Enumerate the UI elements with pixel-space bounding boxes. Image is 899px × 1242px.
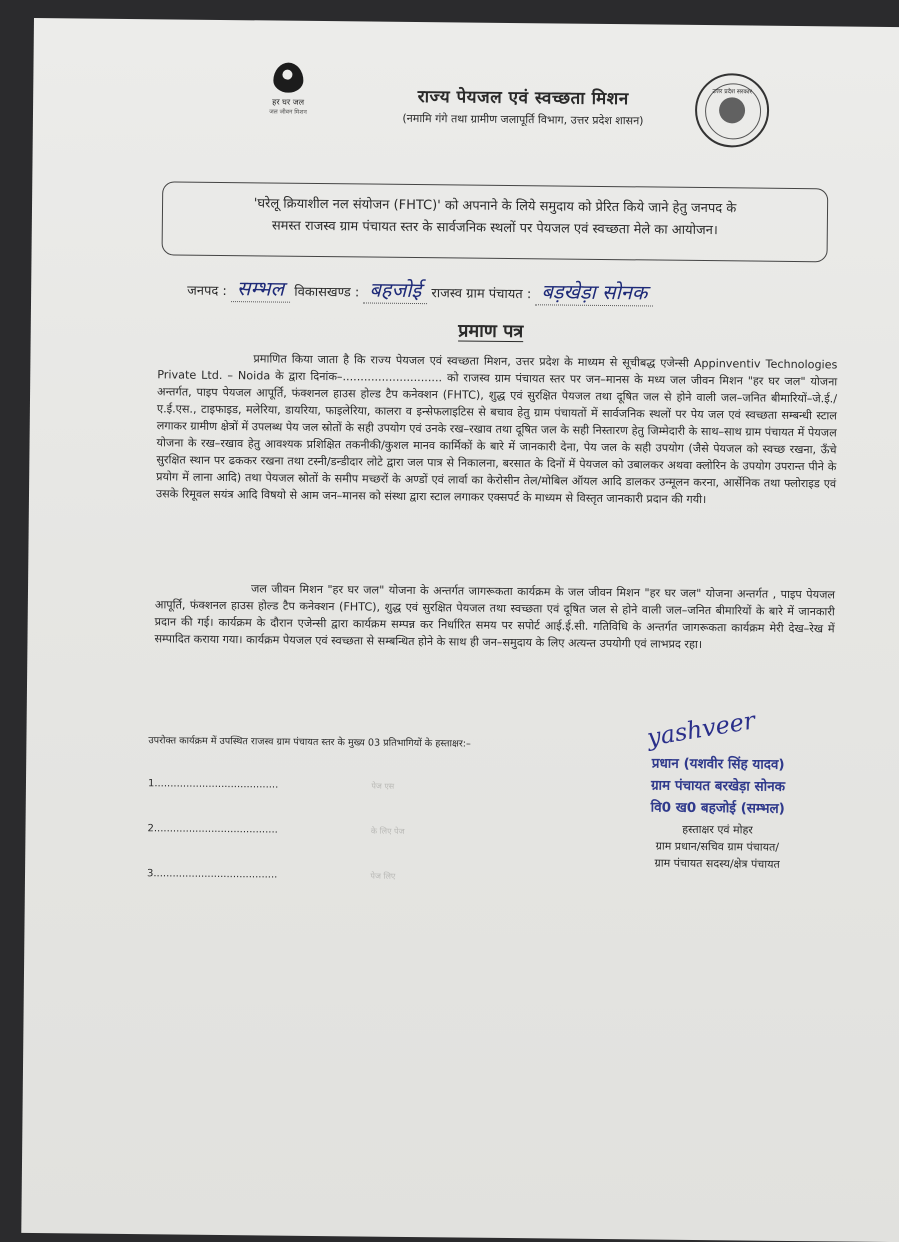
attendee-line-3	[147, 866, 527, 885]
logo-text-line2: जल जीवन मिशन	[269, 108, 307, 116]
certificate-paragraph-1: प्रमाणित किया जाता है कि राज्य पेयजल एवं स्वच्छता मिशन, उत्तर प्रदेश के माध्यम से सूचीबद्ध एजेन्सी Appinventiv Technologies Private Ltd. – Noida के द्वारा दिनांक–............................ को राजस्व ग्राम पंचायत स्तर पर जन–मानस के मध्य जल जीवन मिशन "हर घर जल" योजना अन्तर्गत, पाइप पेयजल आपूर्ति, फंक्शनल हाउस होल्ड टैप कनेक्शन (FHTC), शुद्ध एवं सुरक्षित पेयजल तथा दूषित जल से होने वाली जल–जनित बीमारियों–जे.ई./ए.ई.एस., टाइफाइड, मलेरिया, डायरिया, फाइलेरिया, कालरा व इन्सेफलाइटिस से बचाव हेतु ग्राम पंचायतों में सार्वजनिक स्थलों पर पेय जल एवं स्वच्छता सम्बन्धी स्टाल लगाकर ग्रामीण क्षेत्रों में उपलब्ध पेय जल स्रोतों के सही उपयोग एवं उनके रख–रखाव तथा दूषित जल के सही निस्तारण हेतु जिम्मेदारी के साथ–साथ ग्राम पंचायत में पेयजल योजना के रख–रखाव हेतु आवश्यक प्रशिक्षित तकनीकी/कुशल मानव कार्मिकों के बारे में जानकारी देना, पेय जल के सही उपयोग (जैसे पेयजल को स्वच्छ रखना, ऊँचे सुरक्षित स्थान पर ढककर रखना तथा टस्नी/डन्डीदार लोटे द्वारा जल पात्र से निकालना, बरसात के दिनों में पेयजल को उबालकर अथवा क्लोरिन के उपयोग उपरान्त पीने के प्रयोग में लाना आदि) तथा पेयजल स्रोतों के समीप मच्छरों के अण्डों एवं लार्वा का केरोसीन तेल/मोबिल ऑयल आदि डालकर उन्मूलन करना, आर्सेनिक तथा फ्लोराइड एवं उसके रिमूवल सयंत्र आदि विषयो से आम जन–मानस को संस्था द्वारा स्टाल लगाकर एक्सपर्ट के माध्यम से विस्तृत जानकारी प्रदान की गयी।	[155, 352, 838, 507]
pradhan-stamp	[618, 752, 819, 820]
panchayat-label: राजस्व ग्राम पंचायत :	[431, 286, 532, 303]
mission-title: राज्य पेयजल एवं स्वच्छता मिशन	[417, 87, 629, 110]
attendees-intro: उपरोक्त कार्यक्रम में उपस्थित राजस्व ग्राम पंचायत स्तर के मुख्य 03 प्रतिभागियों के हस्ताक्षर:–	[148, 735, 471, 750]
attendee-line-1-text: 1.......................................	[147, 778, 279, 791]
attendee-line-3-text: 3.......................................	[146, 868, 278, 881]
attendee-line-2-text: 2.......................................	[147, 823, 278, 836]
certificate-paragraph-2: जल जीवन मिशन "हर घर जल" योजना के अन्तर्गत जागरूकता कार्यक्रम के जल जीवन मिशन "हर घर जल" योजना अन्तर्गत , पाइप पेयजल आपूर्ति, फंक्शनल हाउस होल्ड टैप कनेक्शन (FHTC), शुद्ध एवं सुरक्षित पेयजल तथा स्वच्छता एवं दूषित जल से होने वाली जल–जनित बीमारियों के बारे में जानकारी प्रदान की गई। कार्यक्रम के दौरान एजेन्सी द्वारा कार्यक्रम सम्पन्न कर निर्धारित समय पर सपोर्ट आई.ई.सी. गतिविधि के अन्तर्गत जागरूकता कार्यक्रम मेरी देख–रेख में सम्पादित कराया गया। कार्यक्रम पेयजल एवं स्वच्छता से सम्बन्धित होने के साथ ही जन–समुदाय के लिए अत्यन्त उपयोगी एवं लाभप्रद रहा।	[154, 582, 836, 652]
signature-caption	[617, 820, 818, 873]
up-government-seal-icon	[695, 73, 770, 148]
stamp-line-1: प्रधान (यशवीर सिंह यादव)	[651, 755, 785, 773]
logo-text-line1: हर घर जल	[272, 97, 305, 107]
faint-note-2: के लिए पेज	[370, 826, 405, 836]
mission-subtitle: (नमामि गंगे तथा ग्रामीण जलापूर्ति विभाग, उत्तर प्रदेश शासन)	[402, 111, 644, 128]
certificate-title: प्रमाण पत्र	[458, 320, 524, 343]
district-label: जनपद :	[187, 283, 227, 300]
faint-note-1: पेज एस	[371, 781, 395, 791]
faint-note-3: पेज लिए	[370, 871, 396, 881]
panchayat-value: बड़खेड़ा सोनक	[535, 277, 653, 306]
har-ghar-jal-logo	[233, 62, 344, 116]
attendee-line-2	[147, 821, 527, 840]
banner-line-2: समस्त राजस्व ग्राम पंचायत स्तर के सार्वजनिक स्थलों पर पेयजल एवं स्वच्छता मेले का आयोजन।	[271, 218, 718, 239]
seal-text: उत्तर प्रदेश सरकार	[712, 88, 753, 96]
block-label: विकासखण्ड :	[294, 284, 360, 301]
stamp-line-2: ग्राम पंचायत बरखेड़ा सोनक	[650, 777, 786, 795]
attendee-line-1	[148, 776, 528, 795]
signature-caption-3: ग्राम पंचायत सदस्य/क्षेत्र पंचायत	[654, 856, 780, 871]
seal-emblem	[719, 97, 745, 123]
water-drop-icon	[273, 63, 303, 93]
location-fields	[187, 274, 867, 309]
block-value: बहजोई	[363, 275, 427, 304]
certificate-paper	[21, 18, 899, 1242]
district-value: सम्भल	[231, 274, 290, 303]
stamp-line-3: वि0 ख0 बहजोई (सम्भल)	[650, 799, 785, 817]
banner-line-1: 'घरेलू क्रियाशील नल संयोजन (FHTC)' को अपनाने के लिये समुदाय को प्रेरित किये जाने हेतु जनपद के	[253, 196, 737, 217]
handwritten-signature: yashveer	[645, 706, 758, 752]
attendees-section	[147, 733, 529, 885]
header-title-block	[343, 83, 703, 129]
event-banner	[162, 181, 829, 262]
signature-caption-1: हस्ताक्षर एवं मोहर	[682, 822, 753, 837]
signature-caption-2: ग्राम प्रधान/सचिव ग्राम पंचायत/	[655, 839, 780, 854]
